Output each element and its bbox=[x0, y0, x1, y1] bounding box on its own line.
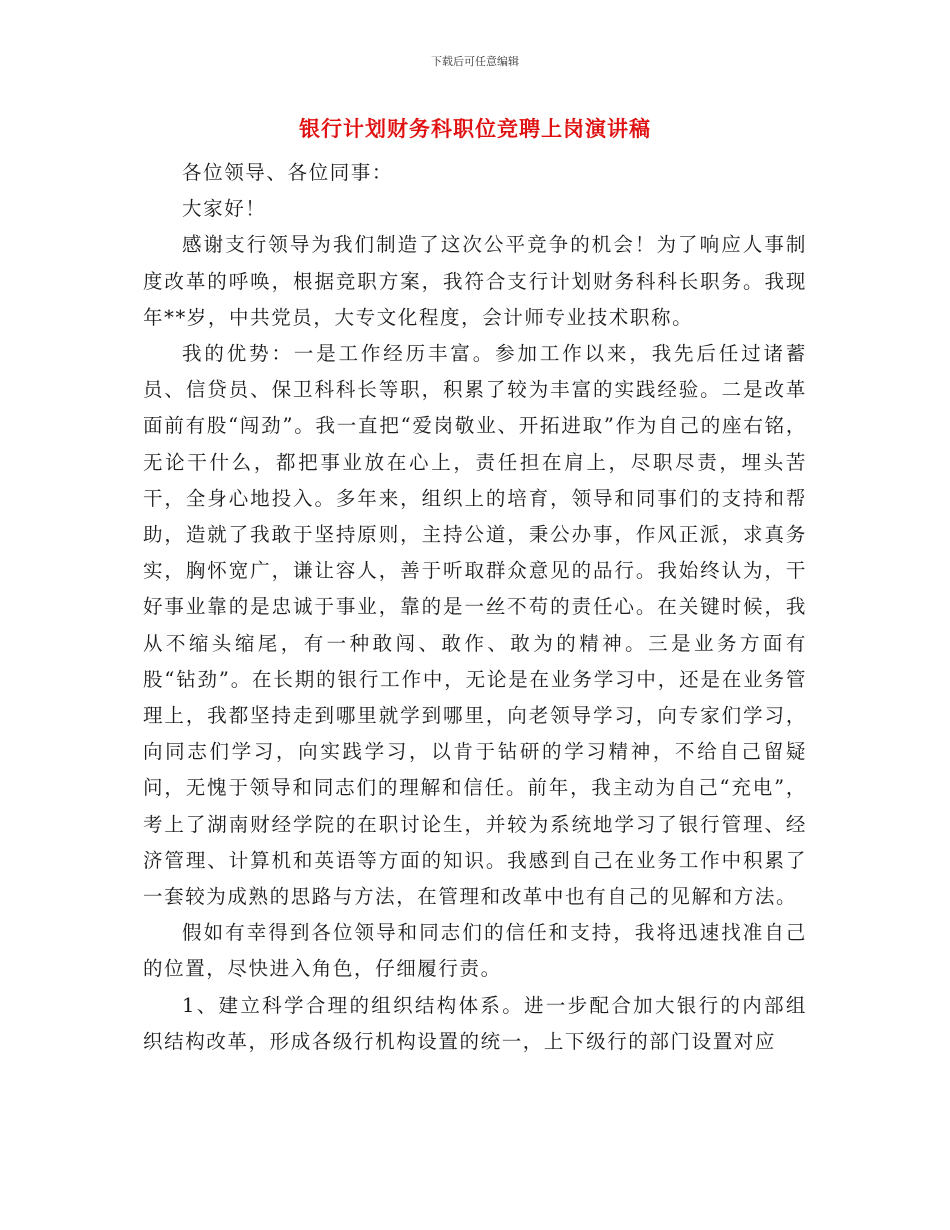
document-body bbox=[143, 155, 807, 1060]
intro-paragraph: 感谢支行领导为我们制造了这次公平竞争的机会！为了响应人事制度改革的呼唤，根据竞职方案，我符合支行计划财务科科长职务。我现年**岁，中共党员，大专文化程度，会计师专业技术职称。 bbox=[143, 233, 807, 329]
commitment-paragraph: 假如有幸得到各位领导和同志们的信任和支持，我将迅速找准自己的位置，尽快进入角色，仔细履行责。 bbox=[143, 921, 807, 981]
plan-item-paragraph: 1、建立科学合理的组织结构体系。进一步配合加大银行的内部组织结构改革，形成各级行机构设置的统一，上下级行的部门设置对应 bbox=[143, 993, 807, 1053]
document-title: 银行计划财务科职位竞聘上岗演讲稿 bbox=[299, 117, 651, 141]
header-note: 下载后可任意编辑 bbox=[431, 55, 519, 68]
strengths-paragraph: 我的优势：一是工作经历丰富。参加工作以来，我先后任过诸蓄员、信贷员、保卫科科长等职，积累了较为丰富的实践经验。二是改革面前有股“闯劲”。我一直把“爱岗敬业、开拓进取”作为自己的座右铭，无论干什么，都把事业放在心上，责任担在肩上，尽职尽责，埋头苦干，全身心地投入。多年来，组织上的培育，领导和同事们的支持和帮助，造就了我敢于坚持原则，主持公道，秉公办事，作风正派，求真务实，胸怀宽广，谦让容人，善于听取群众意见的品行。我始终认为，干好事业靠的是忠诚于事业，靠的是一丝不苟的责任心。在关键时候，我从不缩头缩尾，有一种敢闯、敢作、敢为的精神。三是业务方面有股“钻劲”。在长期的银行工作中，无论是在业务学习中，还是在业务管理上，我都坚持走到哪里就学到哪里，向老领导学习，向专家们学习，向同志们学习，向实践学习，以肯于钻研的学习精神，不给自己留疑问，无愧于领导和同志们的理解和信任。前年，我主动为自己“充电”，考上了湖南财经学院的在职讨论生，并较为系统地学习了银行管理、经济管理、计算机和英语等方面的知识。我感到自己在业务工作中积累了一套较为成熟的思路与方法，在管理和改革中也有自己的见解和方法。 bbox=[143, 342, 807, 909]
salutation-paragraph: 各位领导、各位同事： bbox=[182, 161, 394, 184]
greeting-paragraph: 大家好！ bbox=[182, 197, 267, 221]
